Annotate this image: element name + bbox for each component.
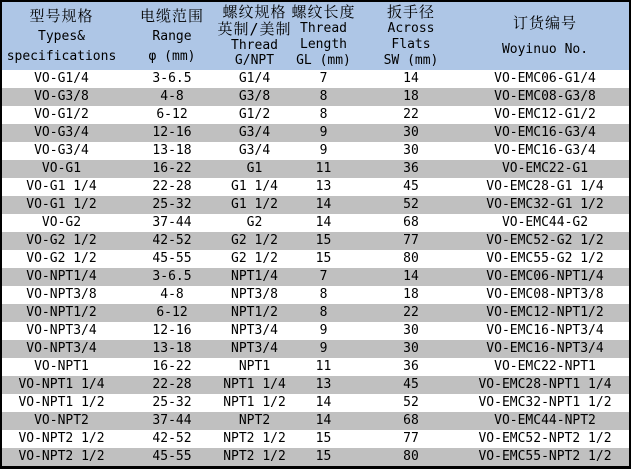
- header-line: 英制/美制: [217, 20, 292, 39]
- table-row: [2, 88, 629, 106]
- table-cell: NPT3/4: [231, 323, 278, 338]
- table-cell: 45-55: [152, 449, 192, 464]
- header-line: GL (mm): [296, 53, 351, 68]
- table-cell: 14: [315, 413, 332, 428]
- header-line: SW (mm): [383, 53, 439, 68]
- table-cell: 9: [319, 323, 328, 338]
- table-cell: 8: [319, 287, 328, 302]
- table-cell: G3/8: [238, 89, 271, 104]
- table-row: [2, 268, 629, 286]
- table-row: [2, 340, 629, 358]
- table-cell: VO-EMC32-NPT1 1/2: [478, 395, 612, 410]
- table-cell: 30: [403, 125, 419, 140]
- table-cell: 14: [403, 269, 419, 284]
- table-cell: VO-G3/4: [34, 143, 89, 158]
- table-cell: VO-G2 1/2: [26, 251, 97, 266]
- table-header: [2, 2, 629, 70]
- table-cell: 14: [315, 215, 332, 230]
- table-cell: VO-G2: [41, 215, 82, 230]
- table-cell: G1 1/2: [231, 197, 278, 212]
- table-cell: VO-EMC12-G1/2: [494, 107, 596, 122]
- header-line: 电缆范围: [139, 7, 204, 25]
- table-cell: G3/4: [238, 125, 271, 140]
- table-cell: VO-NPT2: [34, 413, 89, 428]
- table-row: [2, 160, 629, 178]
- table-cell: VO-EMC12-NPT1/2: [486, 305, 604, 320]
- table-cell: 7: [319, 71, 328, 86]
- table-cell: 15: [315, 233, 332, 248]
- header-line: 扳手径: [386, 3, 435, 21]
- table-cell: 14: [403, 71, 419, 86]
- table-cell: 3-6.5: [152, 269, 192, 284]
- table-cell: VO-NPT1 1/2: [18, 395, 105, 410]
- table-cell: NPT2 1/2: [223, 449, 286, 464]
- table-row: [2, 448, 629, 466]
- header-line: Types&: [38, 29, 85, 44]
- table-row: [2, 394, 629, 412]
- table-cell: 4-8: [160, 89, 184, 104]
- table-cell: 16-22: [152, 161, 192, 176]
- table-row: [2, 412, 629, 430]
- table-cell: 45: [403, 179, 419, 194]
- table-cell: VO-NPT1/2: [26, 305, 97, 320]
- table-cell: G1/2: [238, 107, 271, 122]
- table-cell: VO-EMC08-NPT3/8: [486, 287, 604, 302]
- header-line: 螺纹规格: [222, 2, 287, 21]
- table-cell: 77: [403, 233, 419, 248]
- header-line: Woyinuo No.: [501, 42, 589, 58]
- table-cell: NPT1 1/4: [223, 377, 286, 392]
- header-line: Flats: [391, 37, 431, 52]
- table-cell: 68: [403, 413, 419, 428]
- header-line: 螺纹长度: [291, 3, 356, 21]
- table-cell: VO-NPT3/8: [26, 287, 97, 302]
- table-cell: VO-EMC22-G1: [501, 161, 589, 176]
- table-cell: VO-G1 1/2: [26, 197, 97, 212]
- table-cell: 52: [403, 395, 419, 410]
- header-line: Across: [387, 21, 435, 36]
- table-row: [2, 178, 629, 196]
- table-cell: VO-EMC55-NPT2 1/2: [478, 449, 612, 464]
- table-cell: 12-16: [152, 125, 192, 140]
- table-cell: 15: [315, 449, 332, 464]
- table-cell: 36: [403, 359, 419, 374]
- table-cell: 7: [319, 269, 328, 284]
- table-cell: VO-G3/4: [34, 125, 89, 140]
- table-cell: VO-G1/2: [34, 107, 89, 122]
- table-cell: VO-G1/4: [34, 71, 89, 86]
- table-cell: 18: [403, 89, 419, 104]
- table-cell: NPT1/4: [231, 269, 278, 284]
- table-cell: 15: [315, 251, 332, 266]
- table-cell: 11: [315, 359, 332, 374]
- table-cell: VO-G1 1/4: [26, 179, 97, 194]
- table-cell: VO-EMC16-NPT3/4: [486, 323, 604, 338]
- table-cell: 68: [403, 215, 419, 230]
- table-cell: VO-EMC06-G1/4: [494, 71, 596, 86]
- table-cell: VO-NPT1: [34, 359, 89, 374]
- table-cell: NPT3/4: [231, 341, 278, 356]
- table-cell: G2 1/2: [231, 233, 278, 248]
- table-cell: 42-52: [152, 431, 192, 446]
- table-cell: G1: [246, 161, 263, 176]
- table-cell: 13: [315, 377, 332, 392]
- table-cell: 13: [315, 179, 332, 194]
- table-cell: VO-EMC44-G2: [501, 215, 589, 230]
- table-cell: VO-NPT3/4: [26, 341, 97, 356]
- table-row: [2, 142, 629, 160]
- table-cell: VO-EMC28-G1 1/4: [486, 179, 604, 194]
- table-cell: 13-18: [152, 341, 192, 356]
- table-cell: VO-NPT1/4: [26, 269, 97, 284]
- table-cell: 22-28: [152, 377, 192, 392]
- table-cell: 9: [319, 341, 328, 356]
- table-cell: VO-EMC06-NPT1/4: [486, 269, 604, 284]
- header-cell-types-specifications: [2, 2, 121, 70]
- table-cell: VO-EMC08-G3/8: [494, 89, 596, 104]
- table-cell: 14: [315, 395, 332, 410]
- table-cell: 6-12: [156, 305, 188, 320]
- table-cell: VO-EMC52-NPT2 1/2: [478, 431, 612, 446]
- table-row: [2, 232, 629, 250]
- header-line: Thread: [300, 21, 347, 36]
- table-cell: VO-G3/8: [34, 89, 89, 104]
- table-cell: VO-NPT3/4: [26, 323, 97, 338]
- header-cell-thread-spec: [217, 2, 292, 70]
- table-cell: G2 1/2: [231, 251, 278, 266]
- table-row: [2, 358, 629, 376]
- table-cell: VO-EMC32-G1 1/2: [486, 197, 604, 212]
- table-cell: 8: [319, 305, 328, 320]
- table-cell: VO-EMC16-G3/4: [494, 125, 596, 140]
- header-cell-thread-length: [286, 2, 361, 70]
- table-cell: VO-NPT2 1/2: [18, 431, 105, 446]
- table-cell: 3-6.5: [152, 71, 192, 86]
- header-cell-across-flats: [361, 2, 461, 70]
- header-line: 型号规格: [29, 7, 94, 25]
- table-cell: 9: [319, 125, 328, 140]
- table-cell: VO-EMC55-G2 1/2: [486, 251, 604, 266]
- table-cell: VO-NPT2 1/2: [18, 449, 105, 464]
- table-row: [2, 70, 629, 88]
- table-cell: NPT2: [238, 413, 271, 428]
- table-body: [2, 70, 629, 466]
- table-row: [2, 286, 629, 304]
- header-cell-order-no: [461, 2, 629, 70]
- table-cell: 12-16: [152, 323, 192, 338]
- header-cell-cable-range: [121, 2, 223, 70]
- table-cell: 16-22: [152, 359, 192, 374]
- table-cell: 14: [315, 197, 332, 212]
- table-cell: NPT1/2: [231, 305, 278, 320]
- table-row: [2, 106, 629, 124]
- table-cell: VO-EMC16-G3/4: [494, 143, 596, 158]
- table-cell: NPT3/8: [231, 287, 278, 302]
- table-cell: VO-G2 1/2: [26, 233, 97, 248]
- table-cell: G1 1/4: [231, 179, 278, 194]
- table-row: [2, 322, 629, 340]
- table-cell: 6-12: [156, 107, 188, 122]
- table-cell: 80: [403, 251, 419, 266]
- table-row: [2, 196, 629, 214]
- table-cell: 9: [319, 143, 328, 158]
- table-cell: 13-18: [152, 143, 192, 158]
- table-cell: 11: [315, 161, 332, 176]
- table-cell: 80: [403, 449, 419, 464]
- table-cell: G1/4: [238, 71, 271, 86]
- table-row: [2, 304, 629, 322]
- table-cell: 45: [403, 377, 419, 392]
- header-line: G/NPT: [234, 53, 275, 69]
- table-cell: 8: [319, 89, 328, 104]
- table-cell: VO-EMC44-NPT2: [494, 413, 596, 428]
- table-cell: 25-32: [152, 197, 192, 212]
- table-cell: G2: [246, 215, 263, 230]
- table-cell: VO-EMC22-NPT1: [494, 359, 596, 374]
- header-line: Thread: [231, 37, 278, 53]
- table-cell: 8: [319, 107, 328, 122]
- table-row: [2, 430, 629, 448]
- table-row: [2, 376, 629, 394]
- table-cell: G3/4: [238, 143, 271, 158]
- table-cell: 37-44: [152, 215, 192, 230]
- table-cell: 22-28: [152, 179, 192, 194]
- table-cell: 37-44: [152, 413, 192, 428]
- header-line: 订货编号: [512, 13, 577, 32]
- header-line: Length: [300, 37, 347, 52]
- table-row: [2, 250, 629, 268]
- table-cell: 36: [403, 161, 419, 176]
- table-row: [2, 214, 629, 232]
- table-cell: VO-G1: [41, 161, 82, 176]
- table-cell: 77: [403, 431, 419, 446]
- table-cell: 4-8: [160, 287, 184, 302]
- table-cell: 22: [403, 107, 419, 122]
- table-cell: NPT1 1/2: [223, 395, 286, 410]
- header-line: specifications: [6, 49, 117, 64]
- table-cell: NPT2 1/2: [223, 431, 286, 446]
- header-line: Range: [152, 29, 192, 44]
- table-cell: VO-NPT1 1/4: [18, 377, 105, 392]
- table-row: [2, 124, 629, 142]
- table-cell: 15: [315, 431, 332, 446]
- table-cell: 42-52: [152, 233, 192, 248]
- table-cell: 25-32: [152, 395, 192, 410]
- header-line: φ (mm): [148, 49, 196, 64]
- table-cell: 52: [403, 197, 419, 212]
- table-cell: VO-EMC52-G2 1/2: [486, 233, 604, 248]
- table-cell: 22: [403, 305, 419, 320]
- table-cell: 18: [403, 287, 419, 302]
- table-cell: 45-55: [152, 251, 192, 266]
- table-cell: 30: [403, 143, 419, 158]
- table-cell: 30: [403, 341, 419, 356]
- table-cell: VO-EMC16-NPT3/4: [486, 341, 604, 356]
- table-cell: 30: [403, 323, 419, 338]
- table-cell: NPT1: [238, 359, 271, 374]
- table-cell: VO-EMC28-NPT1 1/4: [478, 377, 612, 392]
